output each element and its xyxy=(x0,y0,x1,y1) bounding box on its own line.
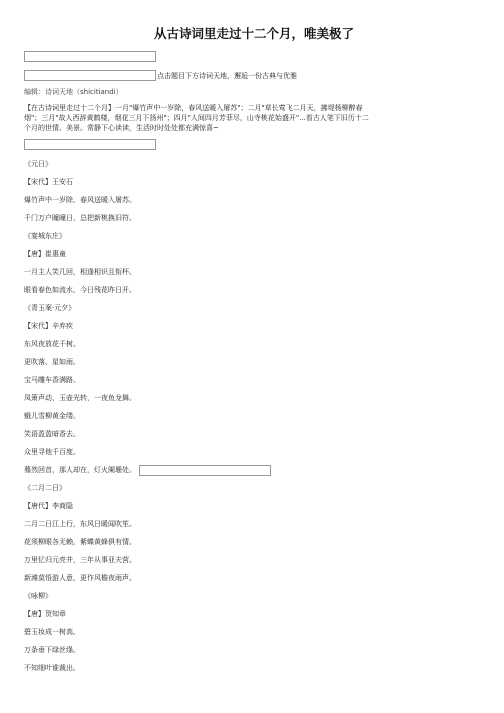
poem-author: 【唐】崔惠童 xyxy=(24,250,66,258)
poem-line: 花须柳眼各无赖，紫蝶黄蜂俱有情。 xyxy=(24,538,136,546)
poem-title: 《宴城东庄》 xyxy=(24,232,66,240)
poem-author: 【宋代】辛弃疾 xyxy=(24,322,73,330)
poem-line: 一月主人笑几回，相逢相识且衔杯。 xyxy=(24,268,136,276)
poem-author: 【唐代】李商隐 xyxy=(24,502,73,510)
poem-line-row xyxy=(24,461,484,479)
intro-paragraph: 【在古诗词里走过十二个月】一月"爆竹声中一岁除，春风送暖入屠苏"；二月"草长莺飞二月天，拂堤杨柳醉春烟"；三月"故人西辞黄鹤楼，烟花三月下扬州"；四月"人间四月芳菲尽，山寺桃花始盛开"...看古人笔下旧历十二个月的世情、美景。常静下心读读，生活时时处处都充满惊喜~ xyxy=(24,104,369,132)
poem-author: 【宋代】王安石 xyxy=(24,178,73,186)
poem-line: 蓦然回首，那人却在，灯火阑珊处。 xyxy=(24,466,136,474)
image-placeholder xyxy=(24,51,156,62)
page-title: 从古诗词里走过十二个月，唯美极了 xyxy=(153,26,354,41)
poem-line: 东风夜放花千树。 xyxy=(24,340,80,348)
promo-row xyxy=(24,70,484,81)
poem-line: 万条垂下绿丝绦。 xyxy=(24,646,80,654)
poem-line: 眼看春色如流水，今日残花昨日开。 xyxy=(24,286,136,294)
poem-line: 爆竹声中一岁除，春风送暖入屠苏。 xyxy=(24,196,136,204)
poem-line: 笑语盈盈暗香去。 xyxy=(24,430,80,438)
poem-line: 蛾儿雪柳黄金缕。 xyxy=(24,412,80,420)
poem-line: 更吹落、星如雨。 xyxy=(24,358,80,366)
poem-line: 万里忆归元亮井，三年从事亚夫营。 xyxy=(24,556,136,564)
poem-line: 碧玉妆成一树高, xyxy=(24,628,76,636)
promo-text: 点击题目下方诗词天地，邂逅一份古典与优雅 xyxy=(157,72,297,80)
image-placeholder xyxy=(24,139,156,150)
poem-author: 【唐】贺知章 xyxy=(24,610,66,618)
poem-line: 宝马雕车香满路。 xyxy=(24,376,80,384)
document-page xyxy=(24,0,484,677)
image-placeholder xyxy=(139,465,271,476)
poem-title: 《青玉案·元夕》 xyxy=(24,304,76,312)
poem-line: 众里寻他千百度。 xyxy=(24,448,80,456)
poem-line: 二月二日江上行，东风日暖闻吹笙。 xyxy=(24,520,136,528)
editor-line: 编辑：诗词天地（shicitiandi） xyxy=(24,88,123,96)
poem-line: 凤箫声动，玉壶光转，一夜鱼龙舞。 xyxy=(24,394,136,402)
poem-list xyxy=(24,155,484,677)
poem-title: 《咏柳》 xyxy=(24,592,52,600)
poem-title: 《二月二日》 xyxy=(24,484,66,492)
poem-line: 新滩莫悟游人意，更作风檐夜雨声。 xyxy=(24,574,136,582)
poem-line: 不知细叶谁裁出, xyxy=(24,664,76,672)
poem-line: 千门万户曈曈日，总把新桃换旧符。 xyxy=(24,214,136,222)
poem-title: 《元日》 xyxy=(24,160,52,168)
image-placeholder xyxy=(24,70,156,81)
